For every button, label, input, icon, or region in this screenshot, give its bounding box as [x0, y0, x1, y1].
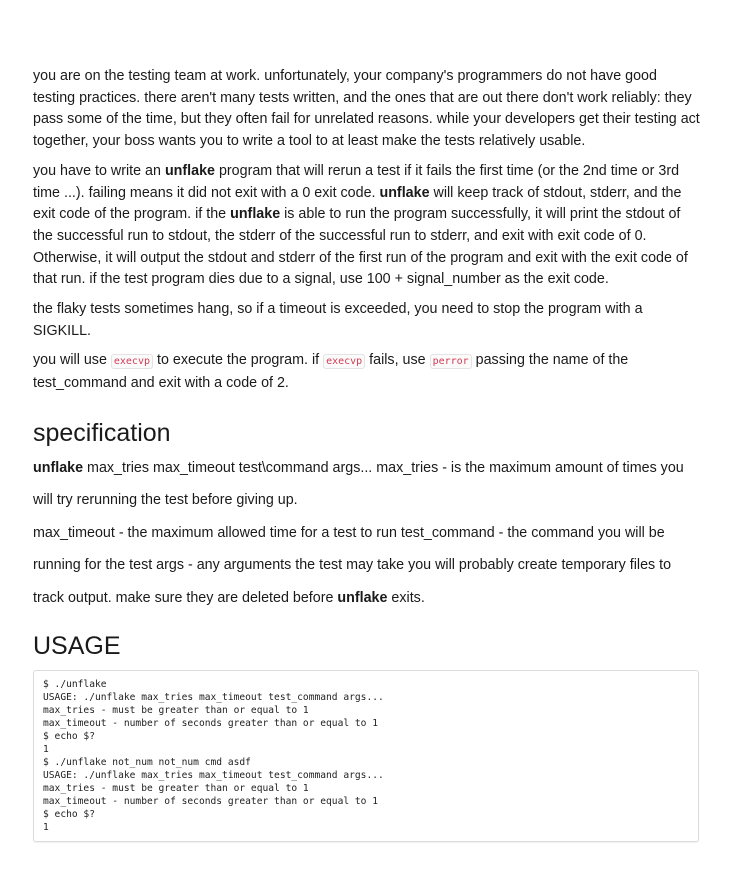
specification-paragraph-1 [33, 452, 701, 517]
inline-code: execvp [323, 354, 365, 369]
text-run: to execute the program. if [153, 352, 324, 369]
usage-heading: USAGE [33, 632, 121, 661]
inline-code: execvp [111, 354, 153, 369]
program-name: unflake [164, 162, 215, 179]
intro-paragraph-3: the flaky tests sometimes hang, so if a timeout is exceeded, you need to stop the program with a SIGKILL. [33, 301, 643, 339]
program-name: unflake [379, 184, 430, 201]
inline-code: perror [430, 354, 472, 369]
intro-paragraph-1: you are on the testing team at work. unfortunately, your company's programmers do not have good testing practices. there aren't many tests written, and the ones that are out there don't work reliably: they pass some of the time, but they often fail for unrelated reasons. while your developers get their testing act together, your boss wants you to write a tool to at least make the tests relatively usable. [33, 68, 700, 150]
text-run: max_timeout - the maximum allowed time for a test to run test_command - the command you will be running for the test args - any arguments the test may take you will probably create temporary files to track output. make sure they are deleted before [33, 524, 672, 606]
usage-code-block: $ ./unflake USAGE: ./unflake max_tries max_timeout test_command args... max_tries - must be greater than or equal to 1 max_timeout - number of seconds greater than or equal to 1 $ echo $? 1 $ ./unflake not_num not_num cmd asdf USAGE: ./unflake max_tries max_timeout test_command args... max_tries - must be greater than or equal to 1 max_timeout - number of seconds greater than or equal to 1 $ echo $? 1 [33, 670, 699, 842]
specification-heading: specification [33, 418, 171, 447]
text-run: is able to run the program successfully, it will print the stdout of the successful run to stdout, the stderr of the successful run to stderr, and exit with exit code of 0. Otherwise, it will output the stdout and stderr of the first run of the program and exit with the exit code of that run. if the test program dies due to a signal, use 100 + signal_number as the exit code. [33, 206, 688, 288]
intro-paragraph-4 [33, 350, 701, 394]
program-name: unflake [230, 206, 281, 223]
text-run: exits. [387, 589, 425, 606]
text-run: you will use [33, 352, 111, 369]
program-name: unflake [337, 589, 388, 606]
intro-paragraph-2 [33, 161, 701, 291]
text-run: will keep track of stdout, stderr, and the exit code of the program. if the [33, 184, 682, 223]
specification-paragraph-2 [33, 517, 701, 615]
program-name: unflake [33, 459, 84, 476]
text-run: max_tries max_timeout test\command args... max_tries - is the maximum amount of times you will try rerunning the test before giving up. [33, 459, 684, 509]
text-run: passing the name of the test_command and exit with a code of 2. [33, 352, 629, 392]
text-run: fails, use [365, 352, 430, 369]
document-body [33, 66, 701, 842]
text-run: program that will rerun a test if it fails the first time (or the 2nd time or 3rd time ...). failing means it did not exit with a 0 exit code. [33, 162, 680, 201]
text-run: you have to write an [33, 162, 165, 179]
